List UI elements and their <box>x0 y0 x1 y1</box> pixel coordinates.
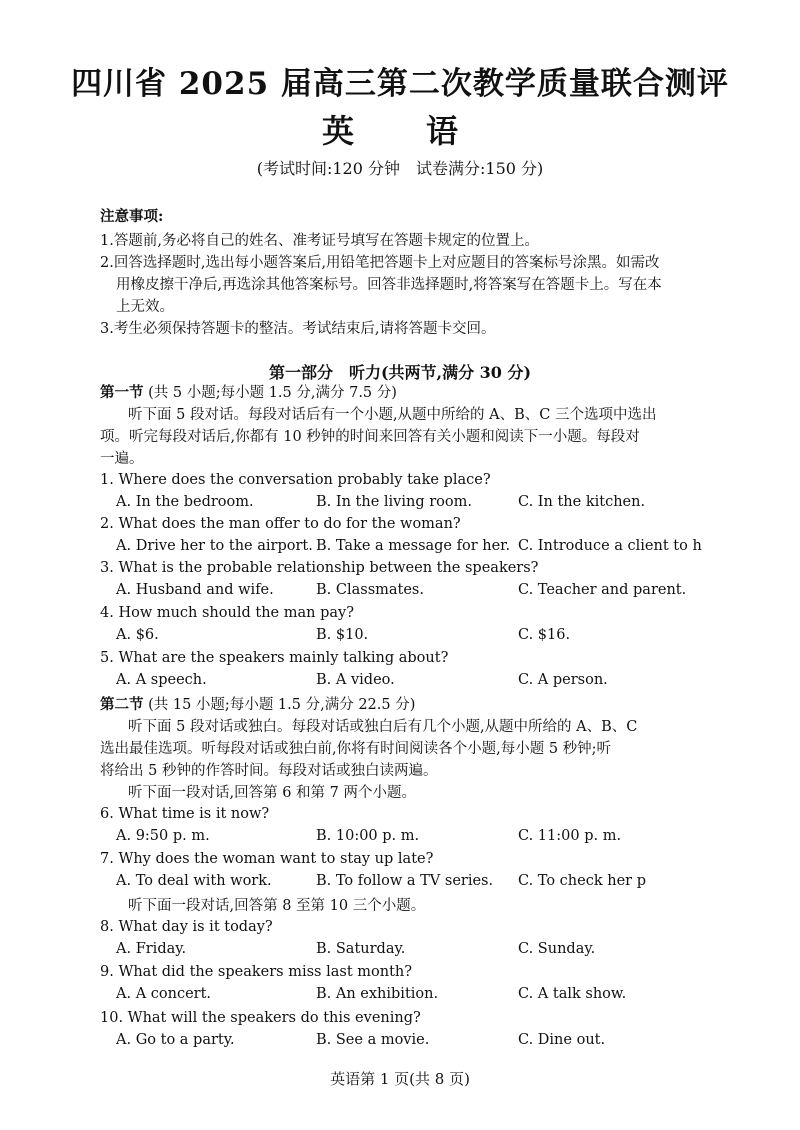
question-8-option-c: C. Sunday. <box>518 941 596 957</box>
question-7-stem: 7. Why does the woman want to stay up late? <box>100 851 434 867</box>
question-1-option-b: B. In the living room. <box>316 494 472 510</box>
page-footer: 英语第 1 页(共 8 页) <box>330 1070 470 1088</box>
question-6-option-c: C. 11:00 p. m. <box>518 828 622 844</box>
section1-desc: (共 5 小题;每小题 1.5 分,满分 7.5 分) <box>148 385 397 401</box>
notice-item-2-cont: 用橡皮擦干净后,再选涂其他答案标号。回答非选择题时,将答案写在答题卡上。写在本 <box>116 277 662 293</box>
section1-instr-1: 听下面 5 段对话。每段对话后有一个小题,从题中所给的 A、B、C 三个选项中选出 <box>128 407 657 423</box>
part1-heading: 第一部分 听力(共两节,满分 30 分) <box>268 363 532 382</box>
question-10-option-a: A. Go to a party. <box>116 1032 235 1048</box>
section2-instr-1: 听下面 5 段对话或独白。每段对话或独白后有几个小题,从题中所给的 A、B、C <box>128 719 638 735</box>
question-3-option-b: B. Classmates. <box>316 582 424 598</box>
question-2-stem: 2. What does the man offer to do for the woman? <box>100 516 461 532</box>
question-6-option-b: B. 10:00 p. m. <box>316 828 420 844</box>
question-4-stem: 4. How much should the man pay? <box>100 605 354 621</box>
section2-sub-2: 听下面一段对话,回答第 8 至第 10 三个小题。 <box>128 898 426 914</box>
question-10-option-c: C. Dine out. <box>518 1032 606 1048</box>
question-1-stem: 1. Where does the conversation probably take place? <box>100 472 491 488</box>
section2-header <box>100 694 415 716</box>
section1-instr-2: 项。听完每段对话后,你都有 10 秒钟的时间来回答有关小题和阅读下一小题。每段对 <box>100 429 640 445</box>
question-3-option-a: A. Husband and wife. <box>116 582 274 598</box>
question-4-option-c: C. $16. <box>518 627 571 643</box>
question-9-option-a: A. A concert. <box>116 986 212 1002</box>
question-2-option-a: A. Drive her to the airport. <box>116 538 313 554</box>
notice-item-3: 3.考生必须保持答题卡的整洁。考试结束后,请将答题卡交回。 <box>100 321 496 337</box>
section1-label: 第一节 <box>100 384 144 401</box>
question-1-option-c: C. In the kitchen. <box>518 494 646 510</box>
notice-heading: 注意事项: <box>100 208 164 225</box>
question-8-stem: 8. What day is it today? <box>100 919 273 935</box>
question-1-option-a: A. In the bedroom. <box>116 494 254 510</box>
question-10-option-b: B. See a movie. <box>316 1032 430 1048</box>
notice-item-1: 1.答题前,务必将自己的姓名、准考证号填写在答题卡规定的位置上。 <box>100 233 539 249</box>
section2-instr-2: 选出最佳选项。听每段对话或独白前,你将有时间阅读各个小题,每小题 5 秒钟;听 <box>100 741 612 757</box>
section2-desc: (共 15 小题;每小题 1.5 分,满分 22.5 分) <box>148 697 416 713</box>
question-10-stem: 10. What will the speakers do this evening? <box>100 1010 421 1026</box>
question-4-option-a: A. $6. <box>116 627 159 643</box>
question-6-option-a: A. 9:50 p. m. <box>116 828 210 844</box>
question-2-option-c: C. Introduce a client to h <box>518 538 702 554</box>
exam-time-info: (考试时间:120 分钟 试卷满分:150 分) <box>256 159 544 178</box>
section2-sub-1: 听下面一段对话,回答第 6 和第 7 两个小题。 <box>128 785 416 801</box>
section1-header <box>100 382 397 404</box>
question-4-option-b: B. $10. <box>316 627 369 643</box>
question-7-option-a: A. To deal with work. <box>116 873 272 889</box>
question-9-option-c: C. A talk show. <box>518 986 627 1002</box>
question-6-stem: 6. What time is it now? <box>100 806 270 822</box>
question-5-stem: 5. What are the speakers mainly talking about? <box>100 650 449 666</box>
question-2-option-b: B. Take a message for her. <box>316 538 511 554</box>
section2-label: 第二节 <box>100 696 144 713</box>
section1-instr-3: 一遍。 <box>100 451 144 467</box>
question-5-option-b: B. A video. <box>316 672 395 688</box>
question-7-option-b: B. To follow a TV series. <box>316 873 494 889</box>
section2-instr-3: 将给出 5 秒钟的作答时间。每段对话或独白读两遍。 <box>100 763 438 779</box>
question-3-option-c: C. Teacher and parent. <box>518 582 687 598</box>
question-9-option-b: B. An exhibition. <box>316 986 439 1002</box>
question-3-stem: 3. What is the probable relationship between the speakers? <box>100 560 539 576</box>
question-8-option-b: B. Saturday. <box>316 941 406 957</box>
notice-item-2: 2.回答选择题时,选出每小题答案后,用铅笔把答题卡上对应题目的答案标号涂黑。如需改 <box>100 255 660 271</box>
exam-title: 四川省 2025 届高三第二次教学质量联合测评 <box>71 66 729 102</box>
question-5-option-a: A. A speech. <box>116 672 207 688</box>
subject-title: 英 语 <box>321 112 478 150</box>
question-9-stem: 9. What did the speakers miss last month? <box>100 964 413 980</box>
question-5-option-c: C. A person. <box>518 672 608 688</box>
question-8-option-a: A. Friday. <box>116 941 187 957</box>
question-7-option-c: C. To check her p <box>518 873 646 889</box>
notice-item-2-cont2: 上无效。 <box>116 299 174 315</box>
